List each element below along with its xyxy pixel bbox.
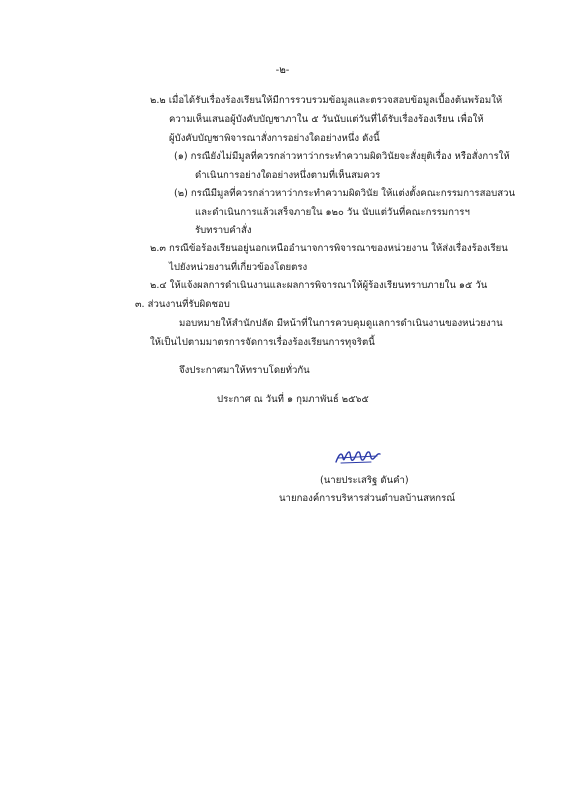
announcement-line: จึงประกาศมาให้ทราบโดยทั่วกัน xyxy=(179,365,310,376)
item-2-2-sub-2-line-1: (๒) กรณีมีมูลที่ควรกล่าวหาว่ากระทำความผิดวินัย ให้แต่งตั้งคณะกรรมการสอบสวน xyxy=(174,188,516,199)
date-line: ประกาศ ณ วันที่ ๑ กุมภาพันธ์ ๒๕๖๕ xyxy=(217,394,369,405)
item-2-2-sub-1-line-1: (๑) กรณียังไม่มีมูลที่ควรกล่าวหาว่ากระทำความผิดวินัยจะสั่งยุติเรื่อง หรือสั่งการให้ xyxy=(174,151,510,162)
item-2-2-sub-1-line-2: ดำเนินการอย่างใดอย่างหนึ่งตามที่เห็นสมควร xyxy=(195,170,381,181)
page-number: -๒- xyxy=(275,65,290,76)
item-2-3-line-1: ๒.๓ กรณีข้อร้องเรียนอยู่นอกเหนืออำนาจการพิจารณาของหน่วยงาน ให้ส่งเรื่องร้องเรียน xyxy=(150,243,508,254)
item-2-2-sub-2-line-3: รับทราบคำสั่ง xyxy=(195,225,252,236)
item-2-2-line-3: ผู้บังคับบัญชาพิจารณาสั่งการอย่างใดอย่างหนึ่ง ดังนี้ xyxy=(169,133,380,144)
item-2-2-line-1: ๒.๒ เมื่อได้รับเรื่องร้องเรียนให้มีการรวบรวมข้อมูลและตรวจสอบข้อมูลเบื้องต้นพร้อมให้ xyxy=(150,95,503,106)
signature-image xyxy=(333,446,383,468)
item-2-2-sub-2-line-2: และดำเนินการแล้วเสร็จภายใน ๑๒๐ วัน นับแต่วันที่คณะกรรมการฯ xyxy=(195,207,470,218)
item-2-2-line-2: ความเห็นเสนอผู้บังคับบัญชาภาใน ๕ วันนับแต่วันที่ได้รับเรื่องร้องเรียน เพื่อให้ xyxy=(169,114,484,125)
section-3-line-1: มอบหมายให้สำนักปลัด มีหน้าที่ในการควบคุมดูแลการดำเนินงานของหน่วยงาน xyxy=(179,318,503,329)
item-2-4-line-1: ๒.๔ ให้แจ้งผลการดำเนินงานและผลการพิจารณาให้ผู้ร้องเรียนทราบภายใน ๑๕ วัน xyxy=(150,280,488,291)
signer-position: นายกองค์การบริหารส่วนตำบลบ้านสหกรณ์ xyxy=(279,493,456,504)
signer-name: (นายประเสริฐ ดันคำ) xyxy=(320,475,409,486)
item-2-3-line-2: ไปยังหน่วยงานที่เกี่ยวข้องโดยตรง xyxy=(169,262,308,273)
section-3-heading: ๓. ส่วนงานที่รับผิดชอบ xyxy=(135,299,230,310)
section-3-line-2: ให้เป็นไปตามมาตรการจัดการเรื่องร้องเรียนการทุจริตนี้ xyxy=(150,337,375,348)
